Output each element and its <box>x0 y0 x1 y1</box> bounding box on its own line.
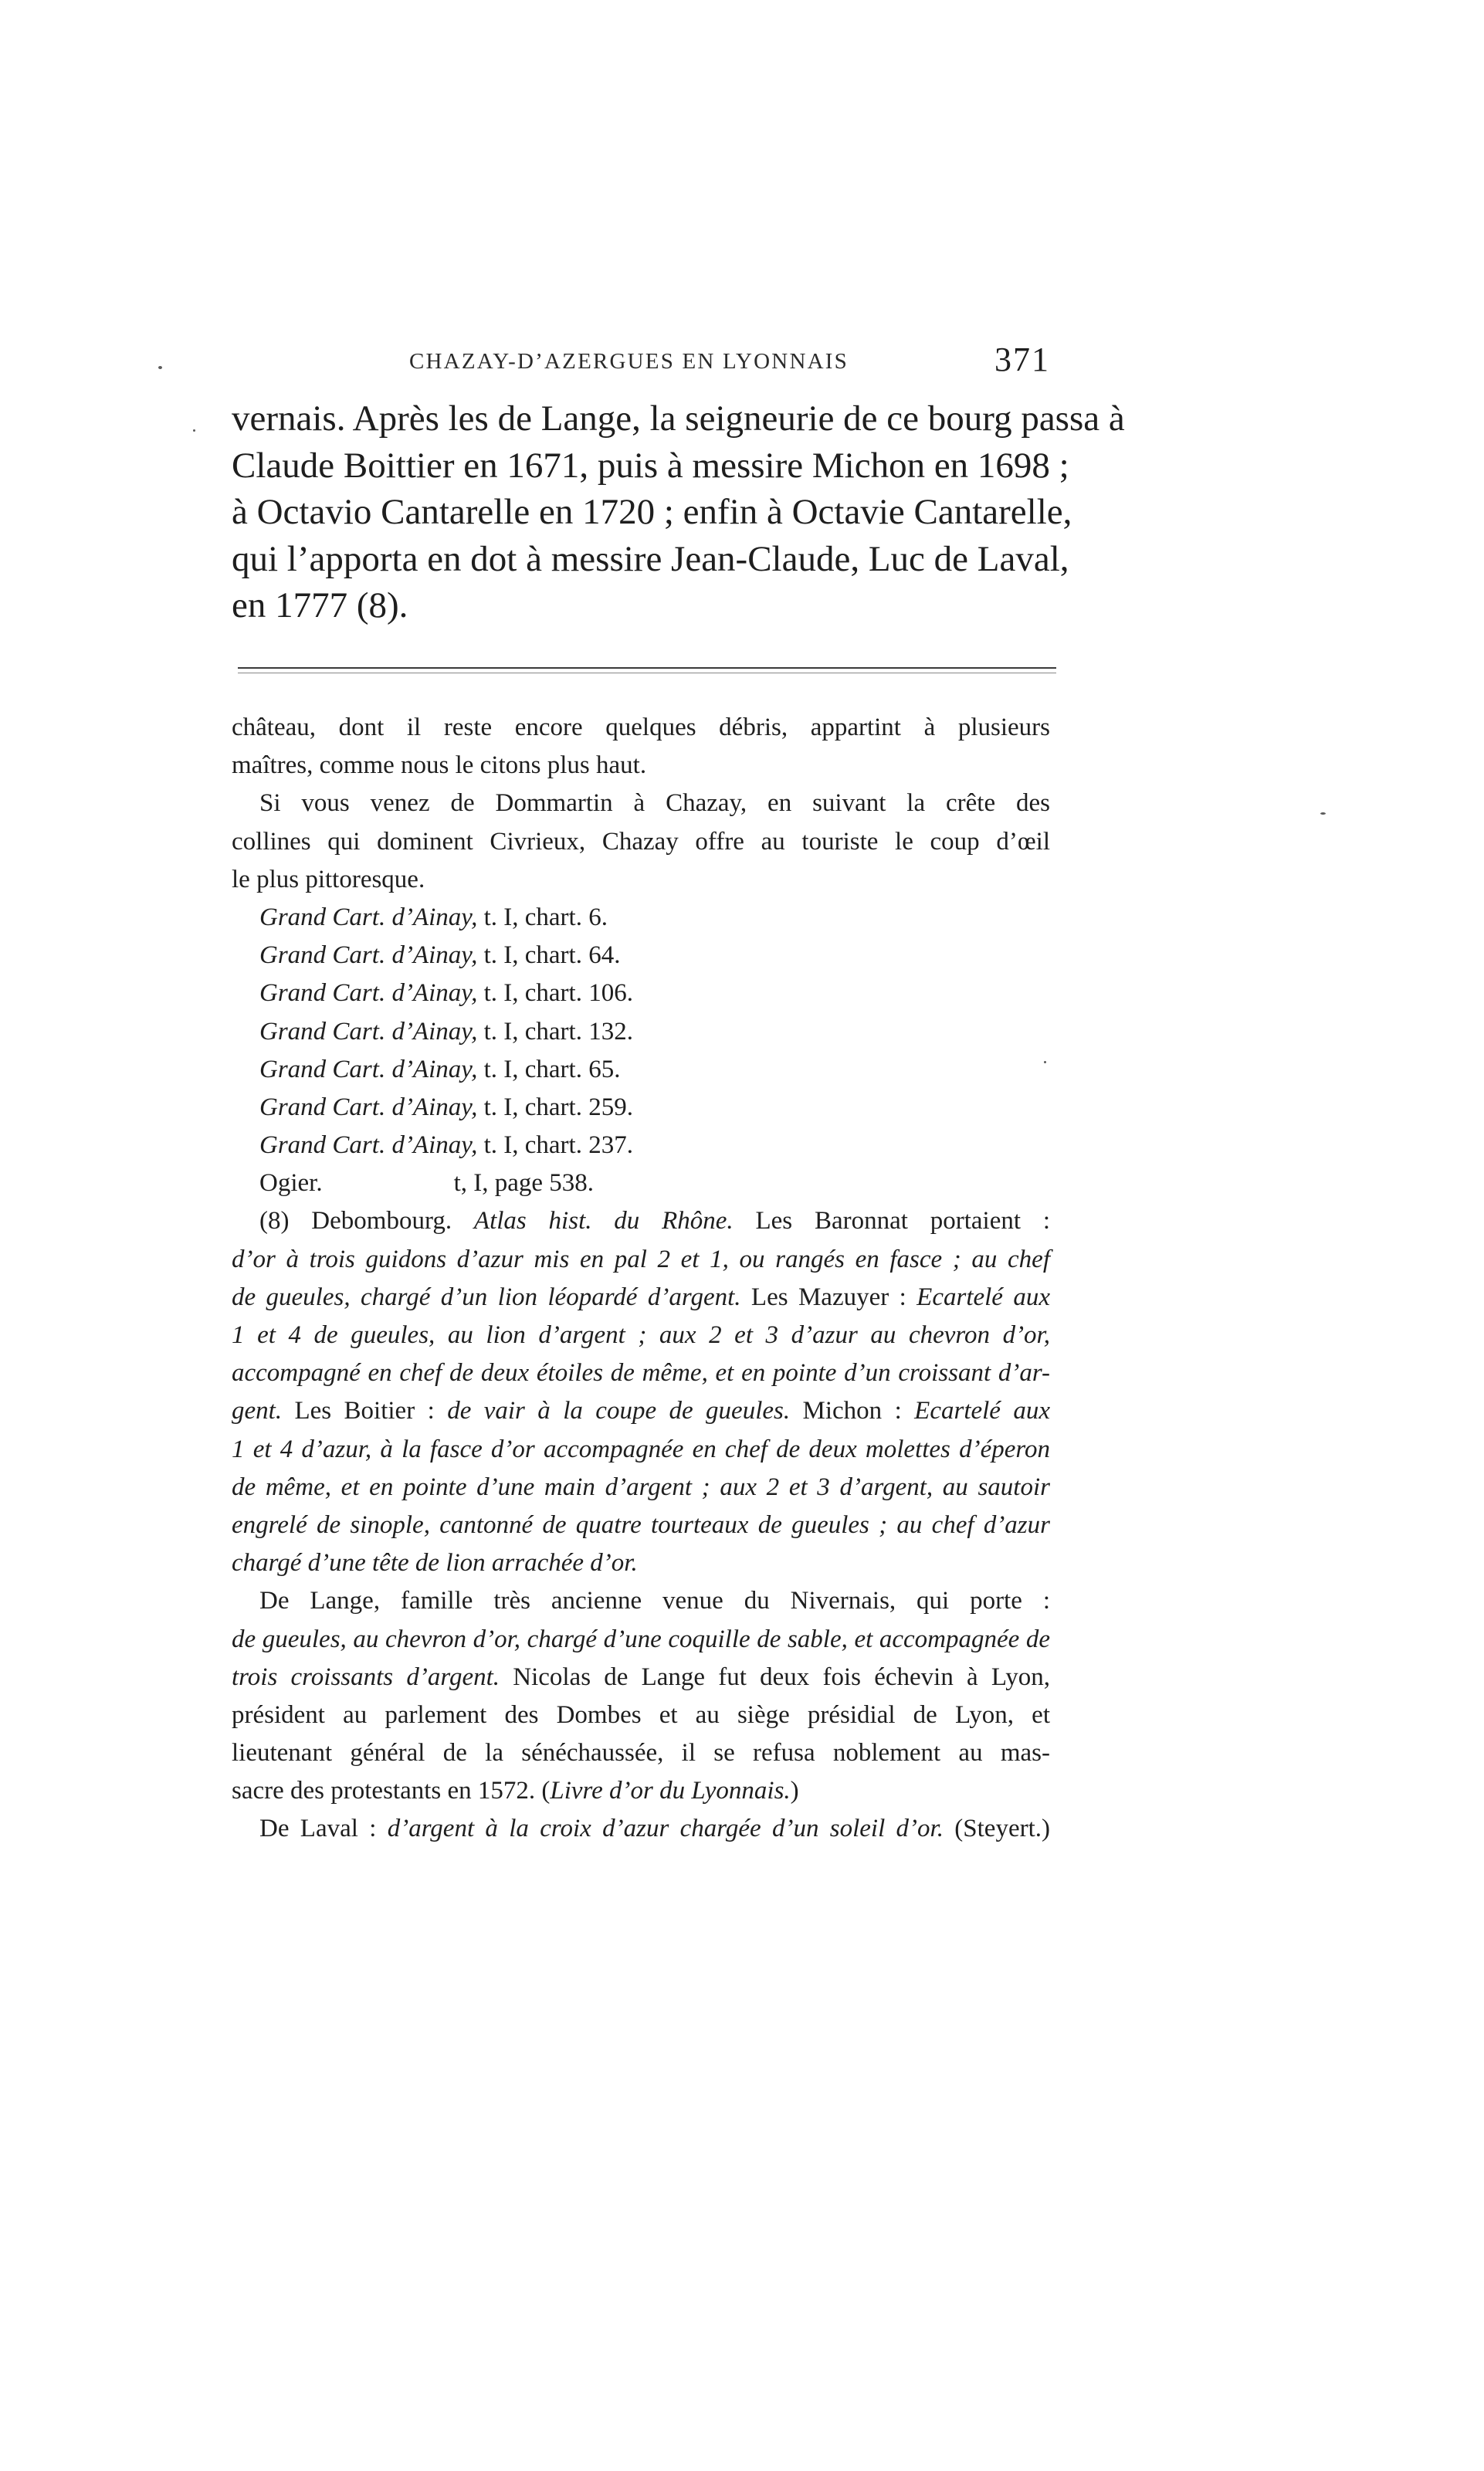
reference-work: Grand Cart. d’Ainay, <box>259 941 478 970</box>
note-line: collines qui dominent Civrieux, Chazay offre au touriste le coup d’œil <box>232 827 1050 856</box>
note-line: le plus pittoresque. <box>232 865 425 893</box>
lange-text: ) <box>790 1777 799 1805</box>
blazon-text: de gueules, chargé d’un lion léopardé d’argent. <box>232 1283 741 1311</box>
note-8-text: Les Boitier : <box>282 1397 448 1425</box>
note-8-line: 1 et 4 d’azur, à la fasce d’or accompagnée en chef de deux molettes d’éperon <box>232 1435 1050 1463</box>
lange-line <box>232 1772 1050 1810</box>
note-8-line <box>232 1392 1050 1430</box>
running-title: CHAZAY-D’AZERGUES EN LYONNAIS <box>409 349 849 374</box>
lange-line: président au parlement des Dombes et au siège présidial de Lyon, et <box>232 1700 1050 1729</box>
main-text-line: vernais. Après les de Lange, la seigneurie de ce bourg passa à <box>232 398 1125 439</box>
note-line: maîtres, comme nous le citons plus haut. <box>232 751 647 780</box>
reference-line-ogier <box>232 1164 1050 1202</box>
note-8-line: chargé d’une tête de lion arrachée d’or. <box>232 1549 638 1578</box>
lange-line <box>232 1659 1050 1696</box>
note-8-line: 1 et 4 de gueules, au lion d’argent ; aux 2 et 3 d’azur au chevron d’or, <box>232 1321 1050 1349</box>
page-speck <box>158 366 162 369</box>
lange-line: lieutenant général de la sénéchaussée, il se refusa noblement au mas- <box>232 1739 1050 1768</box>
reference-line <box>232 1051 1050 1089</box>
lange-line: De Lange, famille très ancienne venue du Nivernais, qui porte : <box>259 1587 1050 1615</box>
lange-text: Nicolas de Lange fut deux fois échevin à Lyon, <box>500 1663 1050 1691</box>
blazon-text: trois croissants d’argent. <box>232 1663 500 1691</box>
blazon-text: de vair à la coupe de gueules. <box>447 1397 791 1425</box>
lange-source: Livre d’or du Lyonnais. <box>550 1777 791 1805</box>
laval-source: (Steyert.) <box>943 1815 1050 1843</box>
main-text-line: à Octavio Cantarelle en 1720 ; enfin à Octavie Cantarelle, <box>232 492 1072 532</box>
note-8-work: Atlas hist. du Rhône. <box>473 1207 734 1236</box>
reference-line <box>232 937 1050 975</box>
reference-detail: t. I, chart. 6. <box>477 903 608 931</box>
main-text-line: Claude Boittier en 1671, puis à messire Michon en 1698 ; <box>232 445 1069 486</box>
note-8-line: d’or à trois guidons d’azur mis en pal 2 et 1, ou rangés en fasce ; au chef <box>232 1245 1050 1273</box>
main-text-line: qui l’apporta en dot à messire Jean-Claude, Luc de Laval, <box>232 538 1069 579</box>
reference-line <box>232 1013 1050 1051</box>
reference-detail: t, I, page 538. <box>453 1169 595 1198</box>
lange-line: de gueules, au chevron d’or, chargé d’une coquille de sable, et accompagnée de <box>232 1625 1050 1653</box>
laval-line <box>232 1810 1050 1848</box>
reference-detail: t. I, chart. 237. <box>477 1131 633 1160</box>
note-line: château, dont il reste encore quelques débris, appartint à plusieurs <box>232 714 1050 741</box>
reference-work: Grand Cart. d’Ainay, <box>259 1055 478 1083</box>
reference-detail: t. I, chart. 65. <box>477 1055 621 1083</box>
reference-author: Ogier. <box>259 1169 323 1198</box>
reference-line <box>232 1089 1050 1127</box>
note-8-text: Les Baronnat portaient : <box>733 1207 1050 1236</box>
blazon-text: Ecartelé aux <box>914 1397 1051 1425</box>
blazon-text: d’argent à la croix d’azur chargée d’un soleil d’or. <box>387 1815 944 1843</box>
reference-detail: t. I, chart. 259. <box>477 1093 633 1121</box>
blazon-text: gent. <box>232 1397 283 1425</box>
footnotes <box>232 709 1050 1849</box>
note-8-line <box>232 1202 1050 1240</box>
note-8-text: Les Mazuyer : <box>740 1283 917 1311</box>
footnote-separator <box>238 667 1056 669</box>
lange-text: sacre des protestants en 1572. ( <box>232 1777 551 1805</box>
note-8-line: engrelé de sinople, cantonné de quatre tourteaux de gueules ; au chef d’azur <box>232 1510 1050 1539</box>
reference-detail: t. I, chart. 64. <box>477 941 621 970</box>
note-8-text: Michon : <box>790 1397 915 1425</box>
running-head <box>232 341 1050 392</box>
reference-line <box>232 975 1050 1012</box>
note-8-line <box>232 1279 1050 1317</box>
blazon-text: Ecartelé aux <box>916 1283 1050 1311</box>
reference-work: Grand Cart. d’Ainay, <box>259 979 478 1008</box>
reference-work: Grand Cart. d’Ainay, <box>259 903 478 931</box>
main-text-line: en 1777 (8). <box>232 585 408 625</box>
reference-work: Grand Cart. d’Ainay, <box>259 1093 478 1121</box>
page-number: 371 <box>994 341 1050 378</box>
reference-line <box>232 1127 1050 1164</box>
reference-detail: t. I, chart. 106. <box>477 979 633 1008</box>
page-speck <box>193 429 195 432</box>
note-8-author: (8) Debombourg. <box>259 1207 474 1236</box>
note-8-line: de même, et en pointe d’une main d’argent ; aux 2 et 3 d’argent, au sautoir <box>232 1473 1050 1501</box>
note-line: Si vous venez de Dommartin à Chazay, en suivant la crête des <box>259 789 1050 818</box>
reference-detail: t. I, chart. 132. <box>477 1017 633 1046</box>
note-8-line: accompagné en chef de deux étoiles de même, et en pointe d’un croissant d’ar- <box>232 1359 1050 1388</box>
main-text <box>232 395 1125 629</box>
reference-line <box>232 899 1050 937</box>
reference-work: Grand Cart. d’Ainay, <box>259 1131 478 1160</box>
reference-work: Grand Cart. d’Ainay, <box>259 1017 478 1046</box>
laval-text: De Laval : <box>259 1815 388 1843</box>
page-speck <box>1320 812 1326 815</box>
